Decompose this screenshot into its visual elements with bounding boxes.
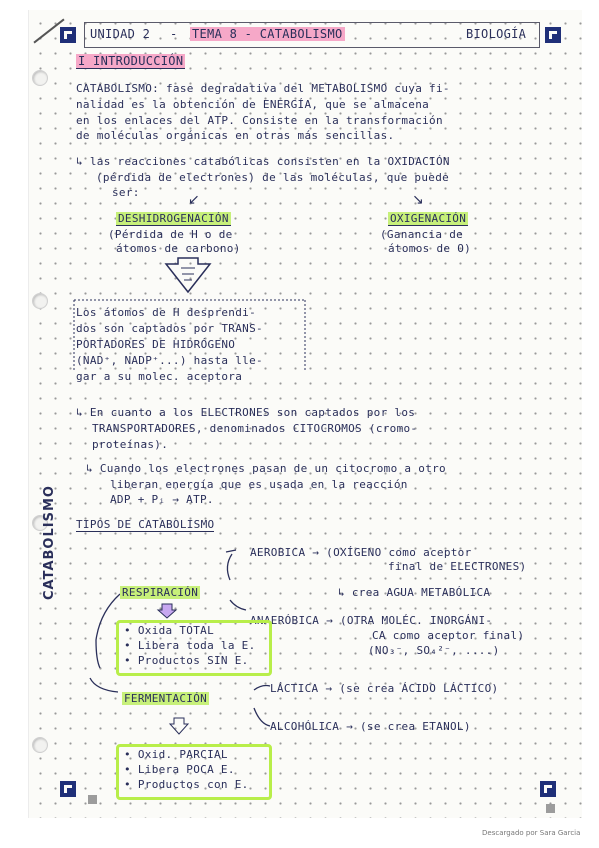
fermentation-box-item: • Libera POCA E.	[124, 763, 235, 776]
definition-line: nalidad es la obtención de ENERGÍA, que se almacena	[76, 98, 430, 111]
definition-line: en los enlaces del ATP. Consiste en la transformación	[76, 114, 443, 127]
reactions-line: (pérdida de electrones) de las moléculas, que puede	[96, 171, 450, 184]
oxygenation-desc: átomos de O)	[388, 242, 472, 255]
dehydrogenation-desc: átomos de carbono)	[116, 242, 241, 255]
oxygenation-title: OXIGENACIÓN	[390, 212, 467, 225]
dehydrogenation-desc: (Pérdida de H o de	[108, 228, 233, 241]
anaerobic-line: CA como aceptor final)	[372, 629, 525, 642]
dehydrogenation-title: DESHIDROGENACIÓN	[118, 212, 229, 225]
anaerobic-line: ANAERÓBICA → (OTRA MOLÉC. INORGÁNI-	[250, 614, 493, 627]
atoms-line: PORTADORES DE HIDRÓGENO	[76, 338, 236, 351]
fermentation-label: FERMENTACIÓN	[124, 692, 208, 705]
down-arrow-icon: ↘	[412, 192, 424, 208]
header-sep: -	[170, 27, 178, 41]
respiration-label: RESPIRACIÓN	[122, 586, 199, 599]
section-title-types: TIPOS DE CATABOLISMO	[76, 518, 215, 531]
header-topic: TEMA 8 - CATABOLISMO	[192, 27, 343, 41]
reactions-line: ↳ las reacciones catabólicas consisten en la OXIDACIÓN	[76, 155, 450, 168]
reactions-line: ser:	[112, 186, 140, 199]
atoms-line: dos son captados por TRANS-	[76, 322, 263, 335]
atoms-line: (NAD⁺, NADP⁺...) hasta lle-	[76, 354, 263, 367]
aerobic-water: ↳ crea AGUA METABÓLICA	[338, 586, 491, 599]
energy-line: liberan energía que es usada en la reacción	[110, 478, 408, 491]
energy-line: ↳ Cuando los electrones pasan de un citocromo a otro	[86, 462, 446, 475]
down-arrow-icon: ↙	[188, 192, 200, 208]
side-label-catabolismo: CATABOLISMO	[42, 485, 57, 600]
header-subject: BIOLOGÍA	[466, 27, 527, 41]
section-title-intro: I INTRODUCCIÓN	[78, 54, 184, 68]
atoms-line: Los átomos de H desprendi-	[76, 306, 256, 319]
lactic-line: LÁCTICA → (se crea ÁCIDO LÁCTICO)	[270, 682, 499, 695]
fermentation-box-item: • Productos con E.	[124, 778, 249, 791]
electrons-line: ↳ En cuanto a los ELECTRONES son captados por los	[76, 406, 416, 419]
energy-line: ADP + Pᵢ → ATP.	[110, 493, 214, 506]
anaerobic-line: (NO₃⁻, SO₄²⁻, ....)	[368, 644, 500, 657]
footer-download-note: Descargado por Sara Garcia	[482, 829, 581, 837]
header-unit: UNIDAD 2	[90, 27, 151, 41]
electrons-line: TRANSPORTADORES, denominados CITOCROMOS (cromo-	[92, 422, 418, 435]
fermentation-box-item: • Oxid. PARCIAL	[124, 748, 228, 761]
respiration-box-item: • Oxida TOTAL	[124, 624, 214, 637]
respiration-box-item: • Productos SIN E.	[124, 654, 249, 667]
aerobic-line: final de ELECTRONES)	[388, 560, 527, 573]
alcoholic-line: ALCOHÓLICA → (se crea ETANOL)	[270, 720, 471, 733]
definition-line: CATABOLISMO: fase degradativa del METABOLISMO cuya fi-	[76, 82, 450, 95]
oxygenation-desc: (Ganancia de	[380, 228, 464, 241]
definition-line: de moléculas orgánicas en otras más sencillas.	[76, 129, 395, 142]
electrons-line: proteínas).	[92, 438, 169, 451]
aerobic-line: AEROBICA → (OXÍGENO como aceptor	[250, 546, 472, 559]
atoms-line: gar a su molec. aceptora	[76, 370, 243, 383]
respiration-box-item: • Libera toda la E.	[124, 639, 256, 652]
